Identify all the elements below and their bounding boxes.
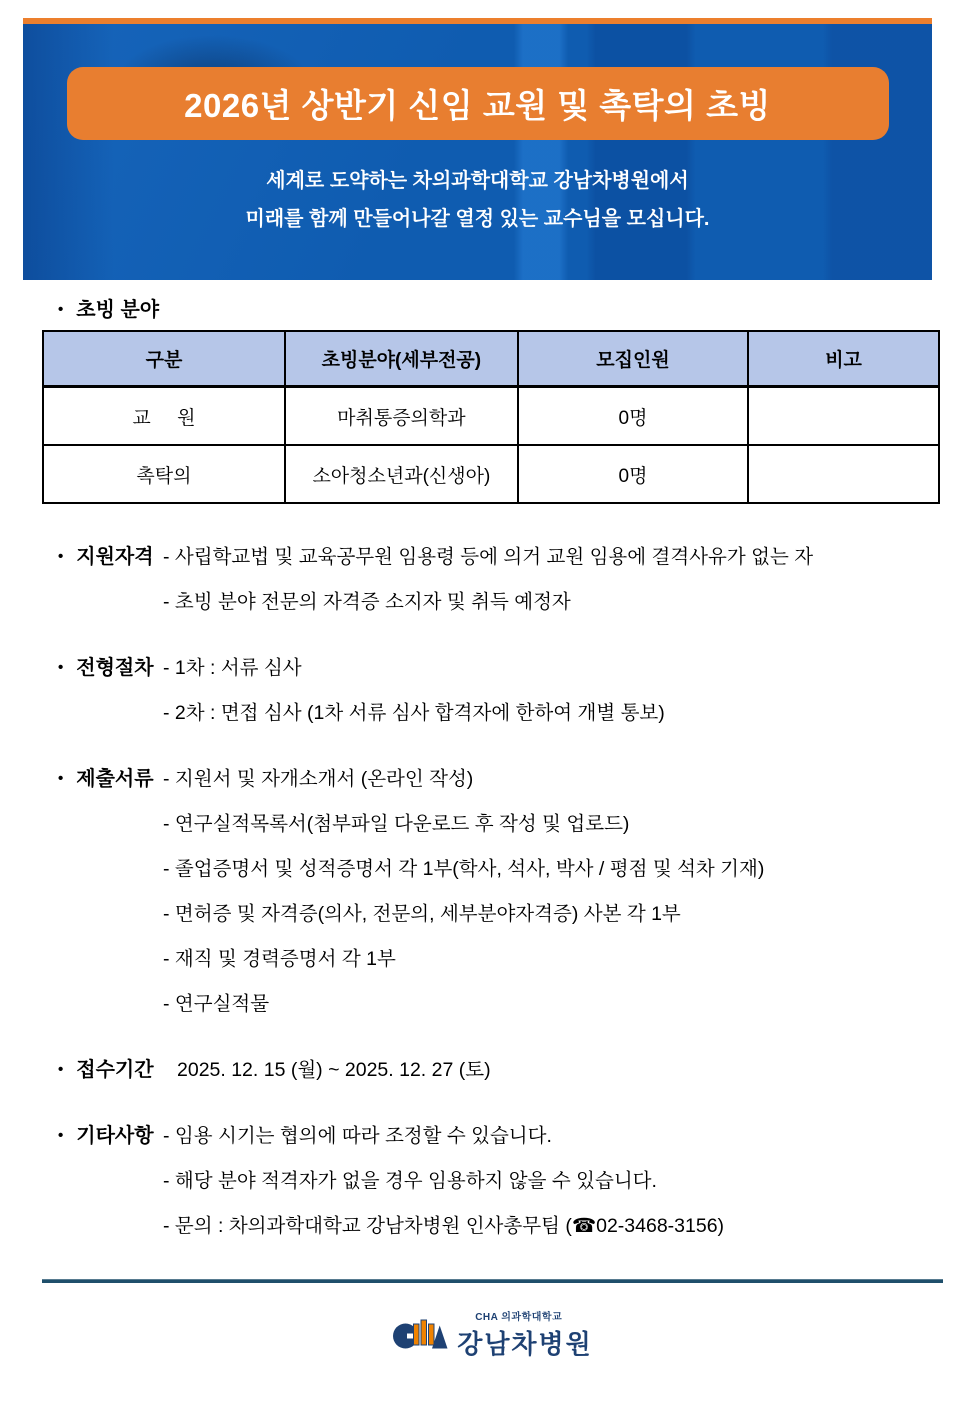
list-item: - 졸업증명서 및 성적증명서 각 1부(학사, 석사, 박사 / 평점 및 석차 기재) <box>163 858 765 880</box>
subtitle-line-1: 세계로 도약하는 차의과학대학교 강남차병원에서 <box>266 170 689 192</box>
section-process <box>42 655 943 745</box>
table-header-row <box>43 331 939 387</box>
application-period-value: 2025. 12. 15 (월) ~ 2025. 12. 27 (토) <box>177 1059 491 1081</box>
section-items <box>163 1057 943 1102</box>
cell-field: 마취통증의학과 <box>285 387 518 446</box>
header <box>23 18 932 280</box>
list-item: - 사립학교법 및 교육공무원 임용령 등에 의거 교원 임용에 결격사유가 없는 자 <box>163 546 814 568</box>
contact-info: - 문의 : 차의과학대학교 강남차병원 인사총무팀 (☎02-3468-3156) <box>163 1215 725 1237</box>
logo-text-block <box>457 1308 593 1361</box>
section-title: • 기타사항 <box>42 1123 163 1258</box>
section-other-notes <box>42 1123 943 1258</box>
section-title: • 접수기간 <box>42 1057 163 1102</box>
cell-category: 촉탁의 <box>43 445 285 503</box>
title-banner <box>67 67 889 140</box>
list-item: - 면허증 및 자격증(의사, 전문의, 세부분야자격증) 사본 각 1부 <box>163 903 681 925</box>
cell-headcount: 0명 <box>518 445 748 503</box>
list-item: - 연구실적물 <box>163 993 270 1015</box>
column-header-category: 구분 <box>43 331 285 387</box>
page-title: 2026년 상반기 신임 교원 및 촉탁의 초빙 <box>184 87 771 124</box>
footer-divider <box>42 1279 943 1283</box>
section-title: • 제출서류 <box>42 766 163 1036</box>
column-header-headcount: 모집인원 <box>518 331 748 387</box>
cell-note <box>748 445 939 503</box>
list-item: - 2차 : 면접 심사 (1차 서류 심사 합격자에 한하여 개별 통보) <box>163 702 665 724</box>
notice-body <box>42 299 943 1361</box>
cell-headcount: 0명 <box>518 387 748 446</box>
section-title: • 전형절차 <box>42 655 163 745</box>
cell-category: 교 원 <box>43 387 285 446</box>
list-item: - 초빙 분야 전문의 자격증 소지자 및 취득 예정자 <box>163 591 571 613</box>
list-item: - 재직 및 경력증명서 각 1부 <box>163 948 396 970</box>
list-item: - 지원서 및 자개소개서 (온라인 작성) <box>163 768 474 790</box>
hospital-logo <box>42 1308 943 1361</box>
table-row <box>43 445 939 503</box>
header-hero-background <box>23 24 932 280</box>
list-item: - 해당 분야 적격자가 없을 경우 임용하지 않을 수 있습니다. <box>163 1170 657 1192</box>
section-items <box>163 1123 943 1258</box>
section-items <box>163 655 943 745</box>
section-title-recruit-fields: • 초빙 분야 <box>42 299 943 321</box>
list-item: - 임용 시기는 협의에 따라 조정할 수 있습니다. <box>163 1125 552 1147</box>
section-qualifications <box>42 544 943 634</box>
section-documents <box>42 766 943 1036</box>
subtitle-line-2: 미래를 함께 만들어나갈 열정 있는 교수님을 모십니다. <box>245 208 710 230</box>
section-items <box>163 544 943 634</box>
header-subtitle <box>246 162 710 238</box>
info-sections <box>42 544 943 1258</box>
cha-emblem-icon <box>392 1312 448 1352</box>
column-header-field: 초빙분야(세부전공) <box>285 331 518 387</box>
table-row <box>43 387 939 446</box>
column-header-note: 비고 <box>748 331 939 387</box>
list-item: - 1차 : 서류 심사 <box>163 657 302 679</box>
logo-hospital-name: 강남차병원 <box>457 1329 593 1359</box>
list-item: - 연구실적목록서(첨부파일 다운로드 후 작성 및 업로드) <box>163 813 630 835</box>
logo-university-name: CHA 의과학대학교 <box>475 1312 563 1323</box>
section-title: • 지원자격 <box>42 544 163 634</box>
section-application-period <box>42 1057 943 1102</box>
section-items <box>163 766 943 1036</box>
cell-note <box>748 387 939 446</box>
recruit-fields-table <box>42 330 940 504</box>
cell-field: 소아청소년과(신생아) <box>285 445 518 503</box>
